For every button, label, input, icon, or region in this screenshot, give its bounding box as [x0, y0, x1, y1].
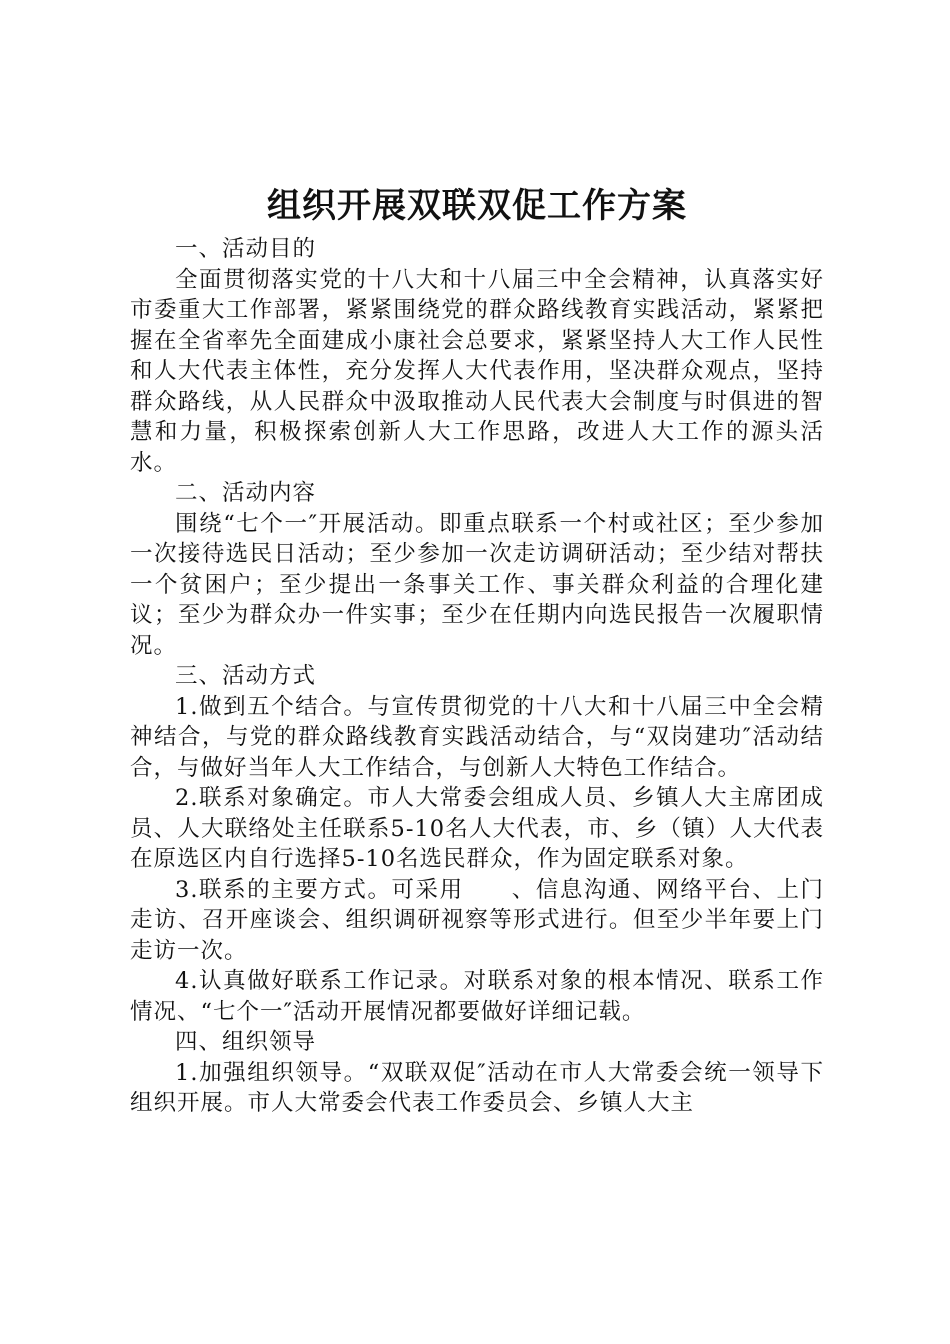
paragraph-method-1: 1.做到五个结合。与宣传贯彻党的十八大和十八届三中全会精神结合，与党的群众路线教育实践活动结合，与“双岗建功″活动结合，与做好当年人大工作结合，与创新人大特色工作结合。: [130, 693, 824, 781]
document-page: [130, 178, 824, 1119]
section-heading-methods: 三、活动方式: [175, 663, 317, 689]
paragraph-content: 围绕“七个一″开展活动。即重点联系一个村或社区；至少参加一次接待选民日活动；至少参加一次走访调研活动；至少结对帮扶一个贫困户；至少提出一条事关工作、事关群众利益的合理化建议；至少为群众办一件实事；至少在任期内向选民报告一次履职情况。: [130, 510, 824, 659]
paragraph-purpose: 全面贯彻落实党的十八大和十八届三中全会精神，认真落实好市委重大工作部署，紧紧围绕党的群众路线教育实践活动，紧紧把握在全省率先全面建成小康社会总要求，紧紧坚持人大工作人民性和人大代表主体性，充分发挥人大代表作用，坚决群众观点，坚持群众路线，从人民群众中汲取推动人民代表大会制度与时俱进的智慧和力量，积极探索创新人大工作思路，改进人大工作的源头活水。: [130, 266, 824, 476]
section-heading-content: 二、活动内容: [175, 480, 317, 506]
paragraph-method-2: 2.联系对象确定。市人大常委会组成人员、乡镇人大主席团成员、人大联络处主任联系5-10名人大代表，市、乡（镇）人大代表在原选区内自行选择5-10名选民群众，作为固定联系对象。: [130, 785, 824, 872]
paragraph-method-3: 3.联系的主要方式。可采用 、信息沟通、网络平台、上门走访、召开座谈会、组织调研视察等形式进行。但至少半年要上门走访一次。: [130, 876, 824, 964]
document-title: 组织开展双联双促工作方案: [267, 186, 687, 226]
paragraph-leadership-1: 1.加强组织领导。“双联双促″活动在市人大常委会统一领导下组织开展。市人大常委会代表工作委员会、乡镇人大主: [130, 1059, 824, 1116]
paragraph-method-4: 4.认真做好联系工作记录。对联系对象的根本情况、联系工作情况、“七个一″活动开展情况都要做好详细记载。: [130, 968, 824, 1025]
section-heading-leadership: 四、组织领导: [175, 1029, 317, 1055]
section-heading-purpose: 一、活动目的: [175, 236, 317, 262]
